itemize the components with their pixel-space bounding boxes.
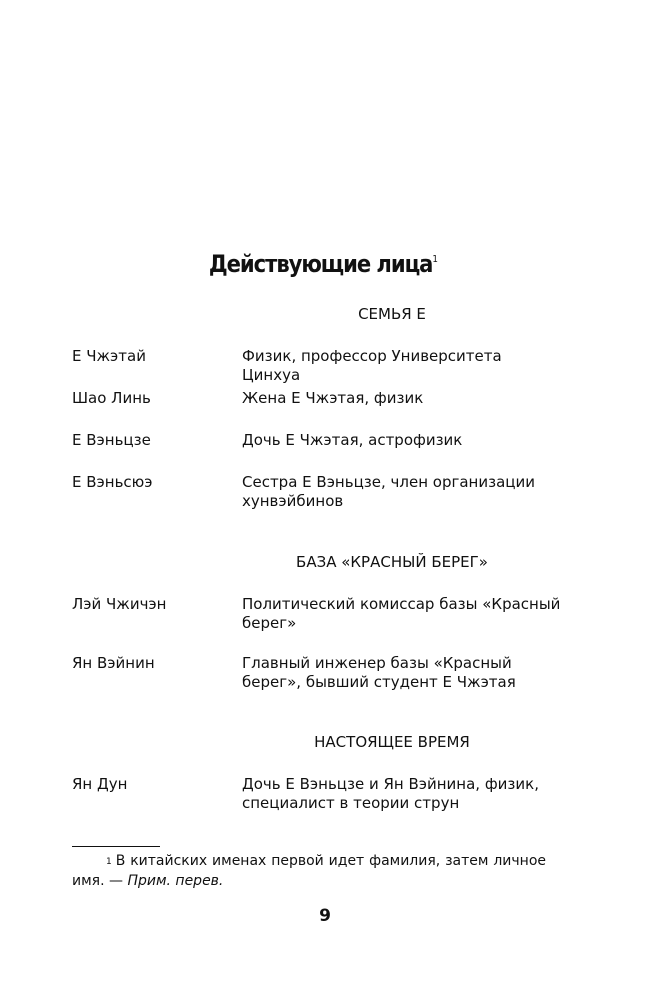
character-name: Лэй Чжичэн: [72, 595, 167, 613]
footnote-divider: [72, 846, 160, 847]
section-heading-family: СЕМЬЯ Е: [358, 305, 426, 323]
character-name: Е Чжэтай: [72, 347, 146, 365]
title-footnote-marker: 1: [432, 254, 438, 265]
character-description: Жена Е Чжэтая, физик: [242, 389, 424, 407]
character-description: Дочь Е Вэньцзе и Ян Вэйнина, физик, специалист в теории струн: [242, 775, 539, 812]
character-description: Сестра Е Вэньцзе, член организации хунвэйбинов: [242, 473, 535, 510]
character-description: Дочь Е Чжэтая, астрофизик: [242, 431, 463, 449]
character-description: Политический комиссар базы «Красный берег»: [242, 595, 561, 632]
footnote-text: В китайских именах первой идет фамилия, затем личное имя. —: [72, 853, 546, 889]
page-number: 9: [319, 906, 331, 926]
section-heading-base: БАЗА «КРАСНЫЙ БЕРЕГ»: [296, 553, 488, 571]
character-name: Ян Вэйнин: [72, 654, 155, 672]
page-title: [37, 250, 609, 278]
character-description: Физик, профессор Университета Цинхуа: [242, 347, 502, 384]
footnote-marker: 1: [106, 857, 112, 867]
footnote-translator-note: Прим. перев.: [127, 873, 224, 889]
character-name: Е Вэньсюэ: [72, 473, 153, 491]
page-title-text: Действующие лица: [208, 250, 433, 278]
character-name: Ян Дун: [72, 775, 128, 793]
character-name: Е Вэньцзе: [72, 431, 151, 449]
section-heading-present: НАСТОЯЩЕЕ ВРЕМЯ: [314, 733, 470, 751]
character-name: Шао Линь: [72, 389, 151, 407]
character-description: Главный инженер базы «Красный берег», бывший студент Е Чжэтая: [242, 654, 516, 691]
footnote: [72, 851, 546, 891]
